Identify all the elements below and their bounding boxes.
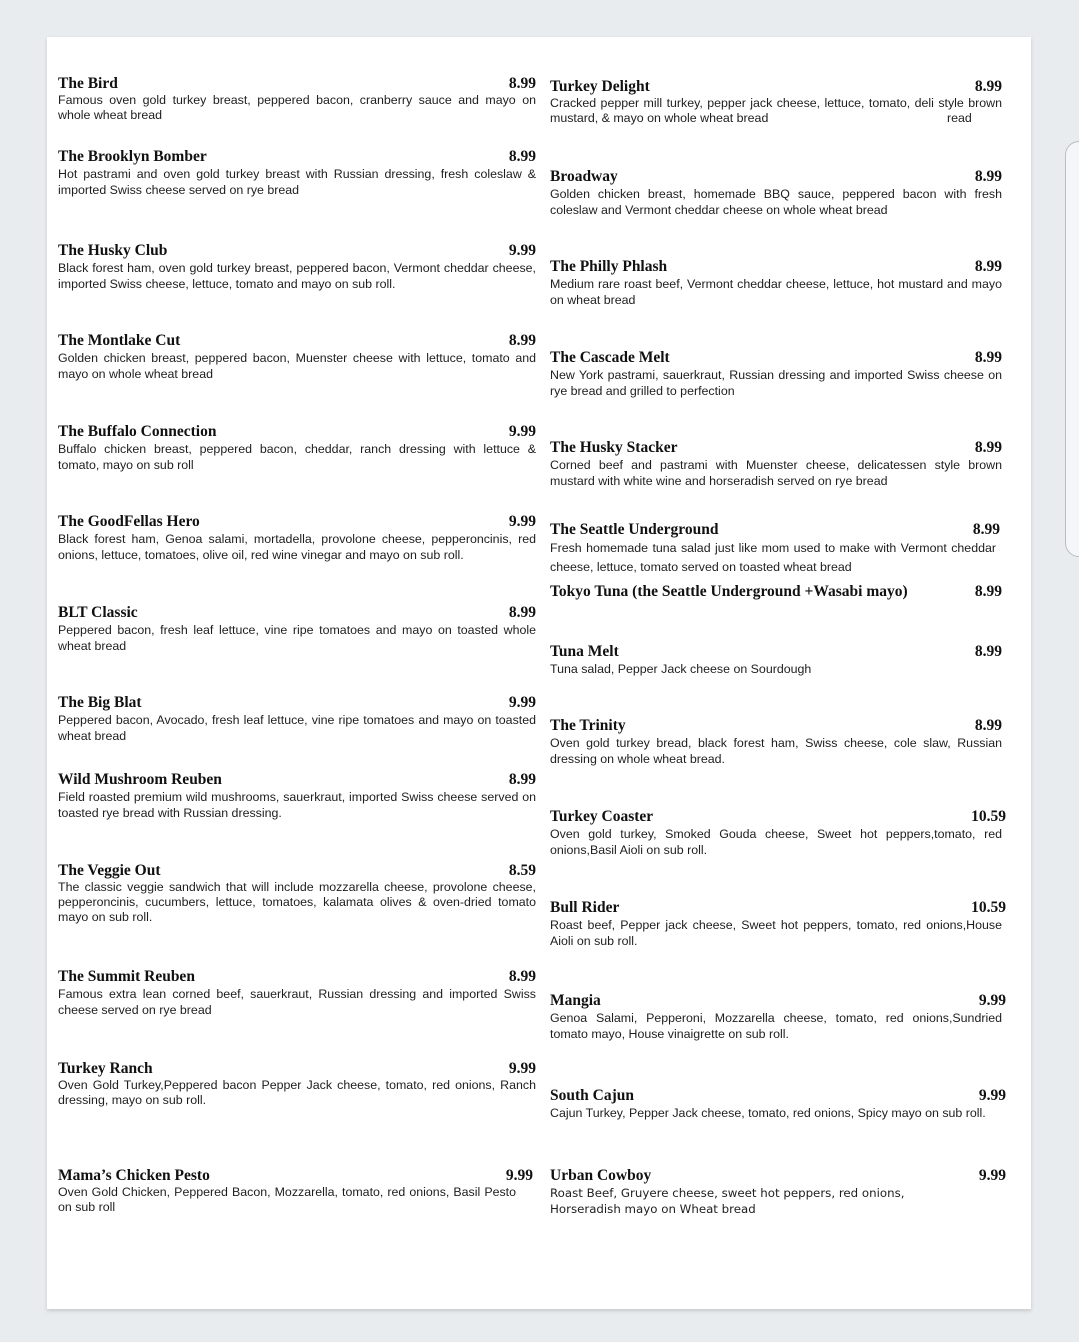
item-description: Golden chicken breast, homemade BBQ sauce, peppered bacon with fresh coleslaw and Vermont cheddar cheese on whole wheat bread	[550, 187, 1002, 217]
item-name: Mama’s Chicken Pesto	[58, 1167, 210, 1184]
menu-item	[550, 78, 1002, 126]
menu-item	[58, 423, 536, 473]
item-price: 8.99	[974, 439, 1002, 456]
item-name: The Cascade Melt	[550, 349, 670, 366]
menu-item	[58, 1167, 533, 1215]
item-price: 8.99	[508, 604, 536, 621]
item-description: Oven Gold Turkey,Peppered bacon Pepper Jack cheese, tomato, red onions, Ranch dressing, mayo on sub roll.	[58, 1078, 536, 1107]
item-price: 8.99	[974, 717, 1002, 734]
item-description: New York pastrami, sauerkraut, Russian dressing and imported Swiss cheese on rye bread and grilled to perfection	[550, 368, 1002, 398]
item-name: Turkey Delight	[550, 78, 650, 95]
menu-item	[58, 694, 536, 744]
item-price: 8.99	[974, 583, 1002, 600]
item-price: 9.99	[505, 1167, 533, 1184]
item-name: Turkey Coaster	[550, 808, 654, 825]
item-price: 8.59	[508, 862, 536, 879]
menu-item	[550, 168, 1002, 218]
item-price: 8.99	[508, 771, 536, 788]
item-name: The Trinity	[550, 717, 626, 734]
item-name: South Cajun	[550, 1087, 634, 1104]
item-name: The Brooklyn Bomber	[58, 148, 207, 165]
menu-item	[550, 1087, 1006, 1121]
menu-item	[550, 717, 1002, 767]
item-price: 8.99	[974, 78, 1002, 95]
menu-item	[550, 258, 1002, 308]
menu-item	[58, 332, 536, 382]
item-name: Tokyo Tuna (the Seattle Underground +Wasabi mayo)	[550, 583, 908, 600]
item-price: 10.59	[971, 808, 1006, 825]
item-name: The Husky Stacker	[550, 439, 678, 456]
item-name: Bull Rider	[550, 899, 620, 916]
item-description: Golden chicken breast, peppered bacon, Muenster cheese with lettuce, tomato and mayo on whole wheat bread	[58, 351, 536, 381]
item-price: 8.99	[974, 349, 1002, 366]
item-price: 9.99	[508, 242, 536, 259]
item-price: 9.99	[508, 513, 536, 530]
item-name: The Veggie Out	[58, 862, 161, 879]
item-price: 8.99	[508, 332, 536, 349]
item-name: Wild Mushroom Reuben	[58, 771, 222, 788]
item-name: The Philly Phlash	[550, 258, 668, 275]
menu-item	[550, 808, 1006, 858]
item-description: Genoa Salami, Pepperoni, Mozzarella cheese, tomato, red onions,Sundried tomato mayo, House vinaigrette on sub roll.	[550, 1011, 1002, 1041]
item-price: 9.99	[978, 1167, 1006, 1184]
menu-item	[550, 349, 1002, 399]
menu-item	[550, 583, 1002, 601]
item-price: 8.99	[508, 75, 536, 92]
item-description: Tuna salad, Pepper Jack cheese on Sourdough	[550, 662, 812, 676]
item-name: The Big Blat	[58, 694, 142, 711]
item-description: Black forest ham, Genoa salami, mortadella, provolone cheese, pepperoncinis, red onions, lettuce, tomatoes, olive oil, red wine vinegar and mayo on sub roll.	[58, 532, 536, 562]
item-description: Famous extra lean corned beef, sauerkraut, Russian dressing and imported Swiss cheese served on rye bread	[58, 987, 536, 1017]
item-name: The GoodFellas Hero	[58, 513, 200, 530]
item-price: 8.99	[974, 643, 1002, 660]
item-name: The Seattle Underground	[550, 521, 719, 538]
menu-item	[58, 968, 536, 1018]
item-description: Medium rare roast beef, Vermont cheddar cheese, lettuce, hot mustard and mayo on wheat bread	[550, 277, 1002, 307]
item-description: Hot pastrami and oven gold turkey breast with Russian dressing, fresh coleslaw & imported Swiss cheese served on rye bread	[58, 167, 536, 197]
item-price: 8.99	[508, 968, 536, 985]
item-price: 8.99	[974, 168, 1002, 185]
item-name: The Husky Club	[58, 242, 168, 259]
item-description: Roast beef, Pepper jack cheese, Sweet hot peppers, tomato, red onions,House Aioli on sub roll.	[550, 918, 1002, 948]
item-description: Black forest ham, oven gold turkey breast, peppered bacon, Vermont cheddar cheese, imported Swiss cheese, lettuce, tomato and mayo on sub roll.	[58, 261, 536, 291]
item-price: 8.99	[508, 148, 536, 165]
item-name: The Montlake Cut	[58, 332, 181, 349]
item-name: Urban Cowboy	[550, 1167, 652, 1184]
side-panel-tab[interactable]	[1065, 141, 1079, 557]
item-price: 9.99	[508, 423, 536, 440]
item-price: 10.59	[971, 899, 1006, 916]
menu-item	[58, 862, 536, 925]
item-description: The classic veggie sandwich that will include mozzarella cheese, provolone cheese, pepperoncinis, cucumbers, lettuce, tomatoes, kalamata olives & oven-dried tomato mayo on sub roll.	[58, 880, 536, 924]
item-name: The Summit Reuben	[58, 968, 195, 985]
menu-item	[550, 439, 1002, 489]
item-name: Tuna Melt	[550, 643, 619, 660]
item-description: Peppered bacon, Avocado, fresh leaf lettuce, vine ripe tomatoes and mayo on toasted wheat bread	[58, 713, 536, 743]
menu-item	[58, 75, 536, 123]
item-price: 9.99	[978, 1087, 1006, 1104]
menu-page	[47, 37, 1031, 1309]
menu-item	[550, 1167, 1006, 1217]
menu-item	[550, 521, 1000, 577]
item-price: 8.99	[972, 521, 1000, 538]
item-price: 8.99	[974, 258, 1002, 275]
menu-item	[58, 1060, 536, 1108]
item-description: Peppered bacon, fresh leaf lettuce, vine ripe tomatoes and mayo on toasted whole wheat bread	[58, 623, 536, 653]
item-description-extra: read	[947, 111, 972, 125]
item-description: Field roasted premium wild mushrooms, sauerkraut, imported Swiss cheese served on toasted rye bread with Russian dressing.	[58, 790, 536, 820]
item-price: 9.99	[508, 694, 536, 711]
menu-item	[58, 148, 536, 198]
item-description: Buffalo chicken breast, peppered bacon, cheddar, ranch dressing with lettuce & tomato, mayo on sub roll	[58, 442, 536, 472]
item-name: BLT Classic	[58, 604, 138, 621]
item-name: Mangia	[550, 992, 601, 1009]
item-price: 9.99	[508, 1060, 536, 1077]
item-description: Oven gold turkey bread, black forest ham, Swiss cheese, cole slaw, Russian dressing on whole wheat bread.	[550, 736, 1002, 766]
menu-item	[58, 771, 536, 821]
item-description: Corned beef and pastrami with Muenster cheese, delicatessen style brown mustard with white wine and horseradish served on rye bread	[550, 458, 1002, 488]
menu-item	[550, 992, 1006, 1042]
menu-item	[58, 513, 536, 563]
item-description: Cracked pepper mill turkey, pepper jack cheese, lettuce, tomato, deli style brown mustard, & mayo on whole wheat bread	[550, 96, 1002, 125]
item-description: Famous oven gold turkey breast, peppered bacon, cranberry sauce and mayo on whole wheat bread	[58, 93, 536, 122]
item-price: 9.99	[978, 992, 1006, 1009]
item-description: Fresh homemade tuna salad just like mom used to make with Vermont cheddar cheese, lettuce, tomato served on toasted wheat bread	[550, 541, 996, 574]
item-description: Roast Beef, Gruyere cheese, sweet hot peppers, red onions, Horseradish mayo on Wheat bread	[550, 1186, 905, 1216]
item-name: The Bird	[58, 75, 118, 92]
item-description: Cajun Turkey, Pepper Jack cheese, tomato, red onions, Spicy mayo on sub roll.	[550, 1106, 986, 1120]
item-description: Oven Gold Chicken, Peppered Bacon, Mozzarella, tomato, red onions, Basil Pesto on sub roll	[58, 1185, 516, 1214]
item-name: The Buffalo Connection	[58, 423, 217, 440]
menu-item	[58, 242, 536, 292]
item-name: Broadway	[550, 168, 618, 185]
item-description: Oven gold turkey, Smoked Gouda cheese, Sweet hot peppers,tomato, red onions,Basil Aioli on sub roll.	[550, 827, 1002, 857]
menu-item	[550, 643, 1002, 677]
menu-item	[550, 899, 1006, 949]
menu-item	[58, 604, 536, 654]
item-name: Turkey Ranch	[58, 1060, 153, 1077]
